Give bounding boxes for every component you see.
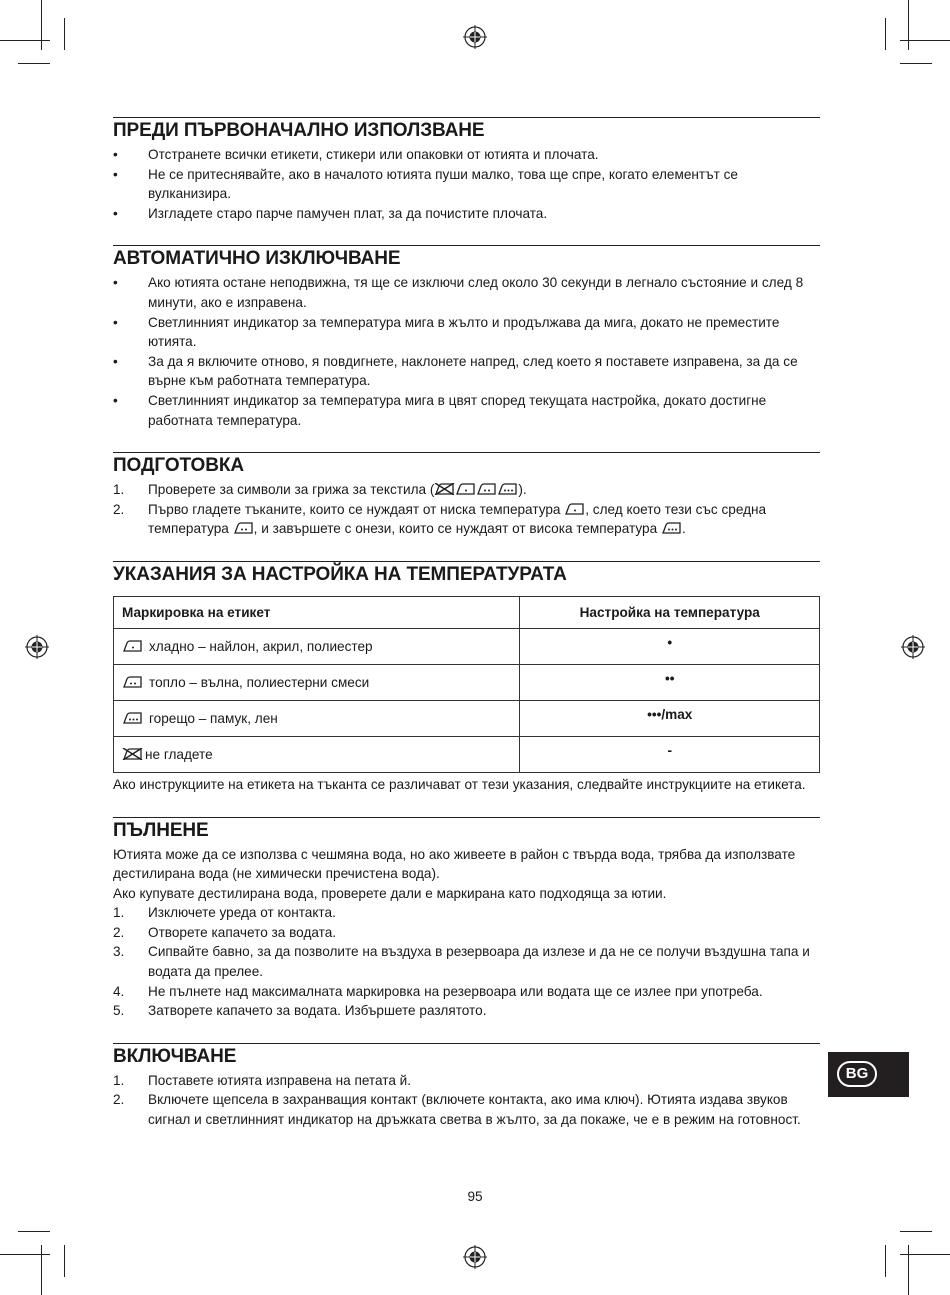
- section-title: УКАЗАНИЯ ЗА НАСТРОЙКА НА ТЕМПЕРАТУРАТА: [113, 563, 567, 585]
- list-item: [113, 942, 820, 981]
- numbered-list: [113, 1071, 820, 1130]
- list-number: 2.: [113, 1092, 125, 1108]
- list-item-text: Сипвайте бавно, за да позволите на въздуха в резервоара да излезе и да не се получи въздушна тапа и водата да прелее.: [148, 944, 810, 980]
- fabric-label: топло – вълна, полиестерни смеси: [149, 674, 370, 690]
- crop-mark: [900, 1231, 932, 1232]
- list-item-text: Изключете уреда от контакта.: [148, 905, 336, 921]
- paragraph: Ютията може да се използва с чешмяна вода, но ако живеете в район с твърда вода, трябва да използвате дестилирана вода (не химически пречистена вода).: [113, 846, 796, 882]
- list-item: [113, 923, 820, 943]
- iron-1-dot-icon: [122, 640, 143, 652]
- numbered-list: [113, 903, 820, 1021]
- table-cell: [114, 664, 520, 700]
- section-switching-on: [113, 1043, 820, 1130]
- table-row: [114, 700, 820, 736]
- crop-mark: [0, 1254, 50, 1255]
- iron-3-dot-icon: [122, 712, 143, 724]
- registration-mark-icon: [25, 635, 49, 659]
- section-title: ВКЛЮЧВАНЕ: [113, 1045, 237, 1067]
- list-item: [113, 500, 820, 539]
- list-item: [113, 391, 820, 430]
- list-number: 2.: [113, 924, 125, 940]
- section-title: ПЪЛНЕНЕ: [113, 819, 209, 841]
- list-item-text: Не се притеснявайте, ако в началото ютията пуши малко, това ще спре, когато елементът се вулканизира.: [148, 166, 738, 202]
- bullet-list: [113, 145, 820, 223]
- table-header-cell: Настройка на температура: [520, 596, 820, 628]
- list-item-text: Проверете за символи за грижа за текстила (: [148, 482, 435, 498]
- crop-mark: [0, 40, 50, 41]
- list-item-text: Първо гладете тъканите, които се нуждаят от ниска температура: [148, 501, 565, 517]
- list-item: [113, 273, 820, 312]
- list-item: [113, 352, 820, 391]
- list-item: [113, 1001, 820, 1021]
- iron-3-dot-icon: [497, 483, 518, 495]
- list-item-text: Отстранете всички етикети, стикери или опаковки от ютията и плочата.: [148, 147, 599, 162]
- crop-mark: [900, 1254, 950, 1255]
- iron-3-dot-icon: [661, 522, 682, 534]
- iron-crossed-icon: [434, 483, 455, 495]
- crop-mark: [41, 1245, 42, 1295]
- list-item-text: Светлинният индикатор за температура мига в цвят според текущата настройка, докато достигне работната температура.: [148, 392, 767, 428]
- iron-2-dot-icon: [476, 483, 497, 495]
- list-item-text: Поставете ютията изправена на петата й.: [148, 1072, 412, 1088]
- document-body: [113, 117, 820, 1130]
- section-title: АВТОМАТИЧНО ИЗКЛЮЧВАНЕ: [113, 248, 401, 270]
- list-item: [113, 1071, 820, 1091]
- list-number: 1.: [113, 905, 125, 921]
- section-before-use: [113, 117, 820, 223]
- temperature-table: [113, 596, 820, 773]
- crop-mark: [900, 40, 950, 41]
- registration-mark-icon: [463, 1245, 487, 1269]
- table-cell: [114, 736, 520, 772]
- list-number: 4.: [113, 983, 125, 999]
- section-preparation: [113, 452, 820, 539]
- list-item-text: , и завършете с онези, които се нуждаят от висока температура: [253, 521, 661, 537]
- list-item: [113, 145, 820, 165]
- section-title: ПОДГОТОВКА: [113, 455, 244, 477]
- crop-mark: [885, 18, 886, 50]
- page-number: 95: [467, 1189, 483, 1204]
- bullet-mark: •: [113, 147, 118, 162]
- crop-mark: [900, 63, 932, 64]
- list-number: 3.: [113, 944, 125, 960]
- list-number: 1.: [113, 482, 125, 498]
- list-item-text: Включете щепсела в захранващия контакт (включете контакта, ако има ключ). Ютията издава звуков сигнал и светлинният индикатор на дръжката светва в жълто, за да покаже, че е в режим на готовност.: [148, 1092, 801, 1128]
- list-item-text: Светлинният индикатор за температура мига в жълто и продължава да мига, докато не преместите ютията.: [148, 314, 780, 350]
- table-cell: •: [520, 628, 820, 664]
- fabric-label: горещо – памук, лен: [149, 710, 278, 726]
- table-cell: [114, 700, 520, 736]
- crop-mark: [41, 0, 42, 50]
- table-note: Ако инструкциите на етикета на тъканта се различават от тези указания, следвайте инструкциите на етикета.: [113, 776, 806, 792]
- crop-mark: [64, 18, 65, 50]
- fabric-label: не гладете: [145, 746, 213, 762]
- crop-mark: [64, 1245, 65, 1277]
- registration-mark-icon: [901, 635, 925, 659]
- bullet-mark: •: [113, 392, 118, 408]
- list-item-text: Отворете капачето за водата.: [148, 924, 337, 940]
- list-item-text: ).: [518, 482, 527, 498]
- table-row: [114, 736, 820, 772]
- list-item: [113, 204, 820, 224]
- registration-mark-icon: [463, 25, 487, 49]
- list-item: [113, 165, 820, 204]
- list-item-text: За да я включите отново, я повдигнете, наклонете напред, след което я поставете изправена, за да се върне към работната температура.: [148, 353, 798, 389]
- list-number: 1.: [113, 1072, 125, 1088]
- section-title: ПРЕДИ ПЪРВОНАЧАЛНО ИЗПОЛЗВАНЕ: [113, 120, 485, 141]
- list-item-text: Изгладете старо парче памучен плат, за да почистите плочата.: [148, 205, 548, 221]
- list-item-text: Ако ютията остане неподвижна, тя ще се изключи след около 30 секунди в легнало състояние и след 8 минути, ако е изправена.: [148, 275, 804, 310]
- numbered-list: [113, 480, 820, 539]
- iron-2-dot-icon: [233, 522, 254, 534]
- table-header-cell: Маркировка на етикет: [114, 596, 520, 628]
- fabric-label: хладно – найлон, акрил, полиестер: [149, 638, 373, 654]
- crop-mark: [908, 1245, 909, 1295]
- table-cell: ••: [520, 664, 820, 700]
- bullet-mark: •: [113, 205, 118, 221]
- section-filling: [113, 817, 820, 1021]
- list-item-text: , след което тези със средна температура: [148, 501, 767, 537]
- table-header-row: [114, 596, 820, 628]
- table-cell: [114, 628, 520, 664]
- crop-mark: [885, 1245, 886, 1277]
- language-badge: [828, 1052, 909, 1097]
- list-item-text: Не пълнете над максималната маркировка на резервоара или водата ще се излее при употреба.: [148, 983, 763, 999]
- crop-mark: [18, 1231, 50, 1232]
- bullet-mark: •: [113, 353, 118, 369]
- crop-mark: [908, 0, 909, 50]
- table-row: [114, 628, 820, 664]
- language-code: BG: [837, 1061, 877, 1087]
- table-cell: -: [520, 736, 820, 772]
- bullet-mark: •: [113, 166, 118, 182]
- table-row: [114, 664, 820, 700]
- bullet-mark: •: [113, 314, 118, 330]
- iron-1-dot-icon: [564, 503, 585, 515]
- list-item: [113, 313, 820, 352]
- iron-1-dot-icon: [455, 483, 476, 495]
- list-item: [113, 480, 820, 500]
- crop-mark: [18, 63, 50, 64]
- section-temperature-guide: [113, 561, 820, 795]
- iron-2-dot-icon: [122, 676, 143, 688]
- list-item: [113, 1090, 820, 1129]
- list-number: 5.: [113, 1003, 125, 1019]
- list-item: [113, 903, 820, 923]
- iron-crossed-icon: [122, 748, 143, 760]
- list-item: [113, 982, 820, 1002]
- paragraph: Ако купувате дестилирана вода, проверете дали е маркирана като подходяща за ютии.: [113, 885, 667, 901]
- list-item-text: .: [681, 521, 686, 537]
- list-number: 2.: [113, 501, 125, 517]
- list-item-text: Затворете капачето за водата. Избършете разлятото.: [148, 1003, 487, 1019]
- bullet-list: [113, 273, 820, 430]
- section-auto-off: [113, 245, 820, 430]
- bullet-mark: •: [113, 275, 118, 291]
- table-cell: •••/max: [520, 700, 820, 736]
